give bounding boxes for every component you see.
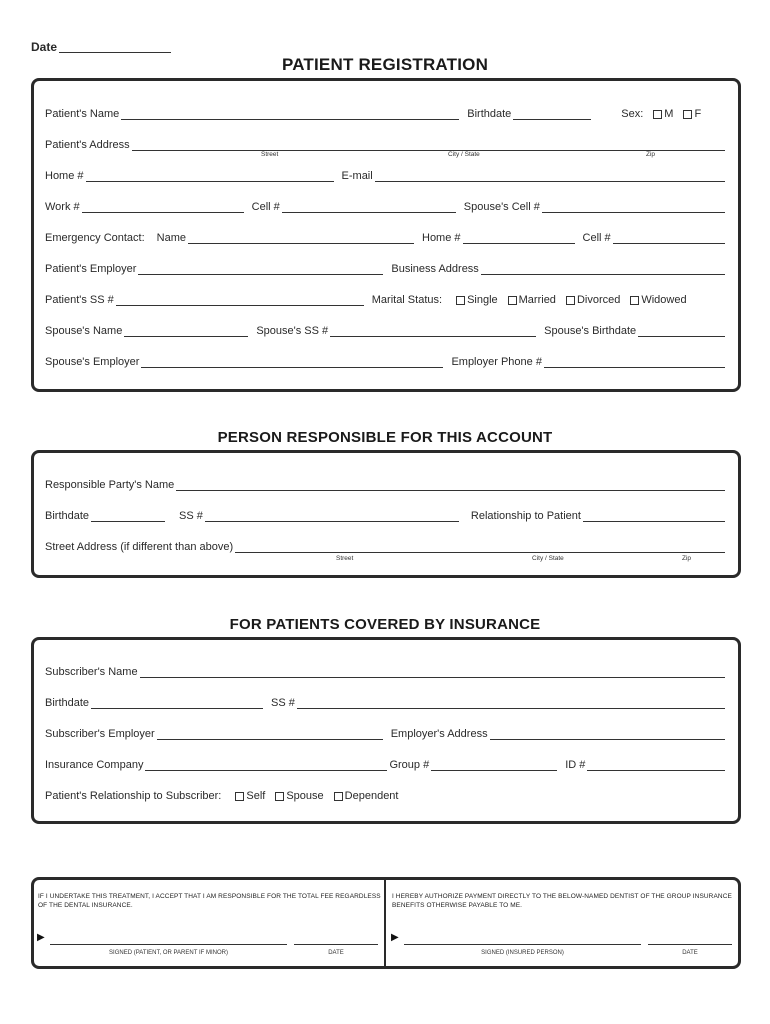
responsible-birthdate-label: Birthdate [45,510,90,522]
relationship-label: Relationship to Patient [470,510,581,522]
ec-home-label: Home # [422,232,461,244]
group-input[interactable] [431,760,557,771]
insurance-title: FOR PATIENTS COVERED BY INSURANCE [229,616,541,633]
divorced-checkbox[interactable] [566,296,575,305]
insured-date-line[interactable] [648,944,732,945]
spouse-checkbox[interactable] [275,792,284,801]
row-responsible-birthdate [45,510,725,522]
row-work-cell [45,201,725,213]
id-label: ID # [565,759,586,771]
widowed-checkbox[interactable] [630,296,639,305]
row-subscriber-relationship [45,790,725,802]
patient-address-input[interactable] [132,140,725,151]
sex-f-checkbox[interactable] [683,110,692,119]
cell-input[interactable] [282,202,456,213]
self-label: Self [246,790,266,802]
right-consent-text: I HEREBY AUTHORIZE PAYMENT DIRECTLY TO THE BELOW-NAMED DENTIST OF THE GROUP INSURANCE BENEFITS OTHERWISE PAYABLE TO ME. [392,893,732,909]
row-emergency-contact [45,232,725,244]
left-sign-arrow-icon: ▶ [37,932,45,943]
patient-signature-label: SIGNED (PATIENT, OR PARENT IF MINOR) [109,950,228,956]
patient-name-label: Patient's Name [45,108,120,120]
responsible-birthdate-input[interactable] [91,511,165,522]
spouse-cell-label: Spouse's Cell # [463,201,540,213]
row-home-email [45,170,725,182]
responsible-zip-caption: Zip [682,555,692,562]
id-input[interactable] [587,760,725,771]
subscriber-employer-input[interactable] [157,729,383,740]
spouse-ss-input[interactable] [330,326,536,337]
dependent-checkbox[interactable] [334,792,343,801]
single-checkbox[interactable] [456,296,465,305]
spouse-employer-input[interactable] [141,357,443,368]
home-input[interactable] [86,171,334,182]
ec-name-label: Name [156,232,186,244]
work-input[interactable] [82,202,244,213]
patient-ss-label: Patient's SS # [45,294,114,306]
business-address-label: Business Address [391,263,479,275]
subscriber-ss-label: SS # [271,697,295,709]
self-checkbox[interactable] [235,792,244,801]
subscriber-birthdate-label: Birthdate [45,697,90,709]
signature-divider [384,877,386,969]
patient-date-line[interactable] [294,944,378,945]
patient-employer-label: Patient's Employer [45,263,137,275]
address-city-caption: City / State [448,151,480,158]
home-label: Home # [45,170,84,182]
business-address-input[interactable] [481,264,725,275]
row-patient-address [45,139,725,151]
responsible-ss-input[interactable] [205,511,459,522]
responsible-name-label: Responsible Party's Name [45,479,175,491]
row-spouse-employer [45,356,725,368]
row-responsible-name [45,479,725,491]
cell-label: Cell # [251,201,280,213]
address-street-caption: Street [261,151,279,158]
spouse-employer-label: Spouse's Employer [45,356,140,368]
row-subscriber-birthdate [45,697,725,709]
responsible-city-caption: City / State [532,555,564,562]
marital-status-label: Marital Status: [371,294,443,306]
email-label: E-mail [341,170,373,182]
divorced-label: Divorced [576,294,621,306]
patient-name-input[interactable] [121,109,459,120]
responsible-street-caption: Street [336,555,354,562]
row-spouse [45,325,725,337]
spouse-birthdate-input[interactable] [638,326,725,337]
row-subscriber-name [45,666,725,678]
row-ss-marital [45,294,735,306]
date-label: Date [31,40,58,54]
registration-title: PATIENT REGISTRATION [281,55,489,74]
patient-ss-input[interactable] [116,295,364,306]
employer-phone-label: Employer Phone # [451,356,542,368]
left-consent-text: IF I UNDERTAKE THIS TREATMENT, I ACCEPT THAT I AM RESPONSIBLE FOR THE TOTAL FEE REGARDLESS OF THE DENTAL INSURANCE. [38,893,381,909]
employer-phone-input[interactable] [544,357,725,368]
birthdate-label: Birthdate [467,108,512,120]
patient-employer-input[interactable] [138,264,383,275]
email-input[interactable] [375,171,725,182]
subscriber-relationship-label: Patient's Relationship to Subscriber: [45,790,222,802]
sex-label: Sex: [621,108,644,120]
spouse-name-label: Spouse's Name [45,325,123,337]
employer-address-label: Employer's Address [390,728,488,740]
insurance-company-label: Insurance Company [45,759,144,771]
work-label: Work # [45,201,80,213]
ec-cell-label: Cell # [582,232,611,244]
subscriber-ss-input[interactable] [297,698,725,709]
insured-signature-label: SIGNED (INSURED PERSON) [481,950,564,956]
ec-cell-input[interactable] [613,233,725,244]
subscriber-name-input[interactable] [140,667,725,678]
subscriber-birthdate-input[interactable] [91,698,263,709]
employer-address-input[interactable] [490,729,725,740]
street-address-label: Street Address (if different than above) [45,541,234,553]
date-field [31,41,171,53]
subscriber-name-label: Subscriber's Name [45,666,138,678]
address-zip-caption: Zip [646,151,656,158]
responsible-title: PERSON RESPONSIBLE FOR THIS ACCOUNT [217,429,553,446]
row-responsible-address [45,541,725,553]
insurance-company-input[interactable] [145,760,387,771]
sex-f-label: F [694,108,702,120]
birthdate-input[interactable] [513,109,591,120]
ec-home-input[interactable] [463,233,575,244]
married-checkbox[interactable] [508,296,517,305]
group-label: Group # [389,759,430,771]
responsible-name-input[interactable] [176,480,725,491]
sex-m-label: M [664,108,674,120]
patient-address-label: Patient's Address [45,139,130,151]
sex-m-checkbox[interactable] [653,110,662,119]
insured-signature-line[interactable] [404,944,641,945]
row-patient-name [45,108,725,120]
street-address-input[interactable] [235,542,725,553]
row-employer [45,263,725,275]
single-label: Single [467,294,498,306]
spouse-ss-label: Spouse's SS # [256,325,329,337]
subscriber-employer-label: Subscriber's Employer [45,728,155,740]
widowed-label: Widowed [641,294,687,306]
responsible-ss-label: SS # [179,510,203,522]
emergency-contact-label: Emergency Contact: [45,232,145,244]
right-sign-arrow-icon: ▶ [391,932,399,943]
spouse-birthdate-label: Spouse's Birthdate [544,325,637,337]
row-subscriber-employer [45,728,725,740]
date-input[interactable] [59,42,171,53]
spouse-label: Spouse [286,790,324,802]
patient-signature-line[interactable] [50,944,287,945]
spouse-cell-input[interactable] [542,202,725,213]
row-insurance-company [45,759,725,771]
ec-name-input[interactable] [188,233,414,244]
insured-date-label: DATE [682,950,698,956]
married-label: Married [518,294,556,306]
relationship-input[interactable] [583,511,725,522]
dependent-label: Dependent [344,790,399,802]
patient-date-label: DATE [328,950,344,956]
spouse-name-input[interactable] [124,326,248,337]
